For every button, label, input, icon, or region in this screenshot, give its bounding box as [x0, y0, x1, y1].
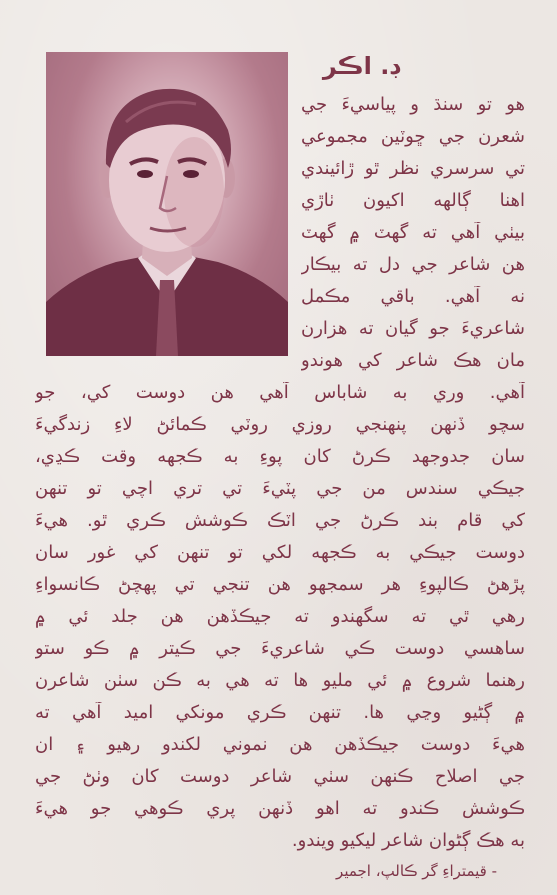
body-line: ڪوشش ڪندو ته اهو ڏنهن پري ڪوهي جو هيءَ — [35, 798, 525, 819]
body-line: کي قام بند ڪرڻ جي اٽڪ ڪوشش ڪري ٿو. هيءَ — [35, 510, 525, 531]
body-line: جي اصلاح ڪنهن سٺي شاعر دوست کان وٺڻ جي — [35, 766, 525, 787]
body-line: بيٺي آهي ته گهٽ ۾ گهٽ — [301, 222, 525, 243]
body-line: هن شاعر جي دل ته بيڪار — [301, 254, 525, 275]
body-line: هو تو سنڌ و پياسيءَ جي — [301, 94, 525, 115]
body-line: تي سرسري نظر ٿو ڙائيندي — [301, 158, 525, 179]
body-line: آهي. وري به شاباس آهي هن دوست کي، جو — [35, 382, 525, 403]
body-line: دوست جيڪي به ڪجهه لکي تو تنهن کي غور سان — [35, 542, 525, 563]
body-line: نه آهي. باقي مڪمل — [301, 286, 525, 307]
body-line: سان جدوجهد ڪرڻ کان پوءِ به ڪجهه وقت ڪڍي، — [35, 446, 525, 467]
portrait-illustration — [46, 52, 288, 356]
author-portrait — [46, 52, 288, 356]
body-line: اهنا ڳالهه اکيون ٺاڙي — [301, 190, 525, 211]
body-line: ۾ ڳڻيو وڃي ها. تنهن ڪري مونکي اميد آهي ته — [35, 702, 525, 723]
author-signature: - قيمتراءِ گر ڪالپ، اجمير — [336, 862, 497, 880]
body-line: هيءَ دوست جيڪڏهن هن نموني لکندو رهيو ۽ ان — [35, 734, 525, 755]
body-line: سچو ڏنهن پنهنجي روزي روٽي ڪمائڻ لاءِ زندگيءَ — [35, 414, 525, 435]
body-line: رهنما شروع ۾ ئي مليو ها ته هي به ڪن سٺن شاعرن — [35, 670, 525, 691]
body-line: مان هڪ شاعر کي هوندو — [301, 350, 525, 371]
body-line: رهي ٿي ته سگهندو ته جيڪڏهن هن جلد ئي ۾ — [35, 606, 525, 627]
body-line: شعرن جي ڇوٽين مجموعي — [301, 126, 525, 147]
body-line: شاعريءَ جو گيان ته هزارن — [301, 318, 525, 339]
body-line: جيڪي سندس من جي پٽيءَ تي تري اچي تو تنهن — [35, 478, 525, 499]
article-heading: ڊ. اڪر — [322, 52, 400, 80]
body-line: ساهسي دوست ڪي شاعريءَ جي ڪيتر ۾ ڪو ستو — [35, 638, 525, 659]
body-line: پڙهڻ ڪالپوءِ هر سمجهو هن تنجي تي پهچڻ ڪانسواءِ — [35, 574, 525, 595]
body-line: به هڪ ڳڻوان شاعر ليکيو ويندو. — [291, 830, 525, 851]
